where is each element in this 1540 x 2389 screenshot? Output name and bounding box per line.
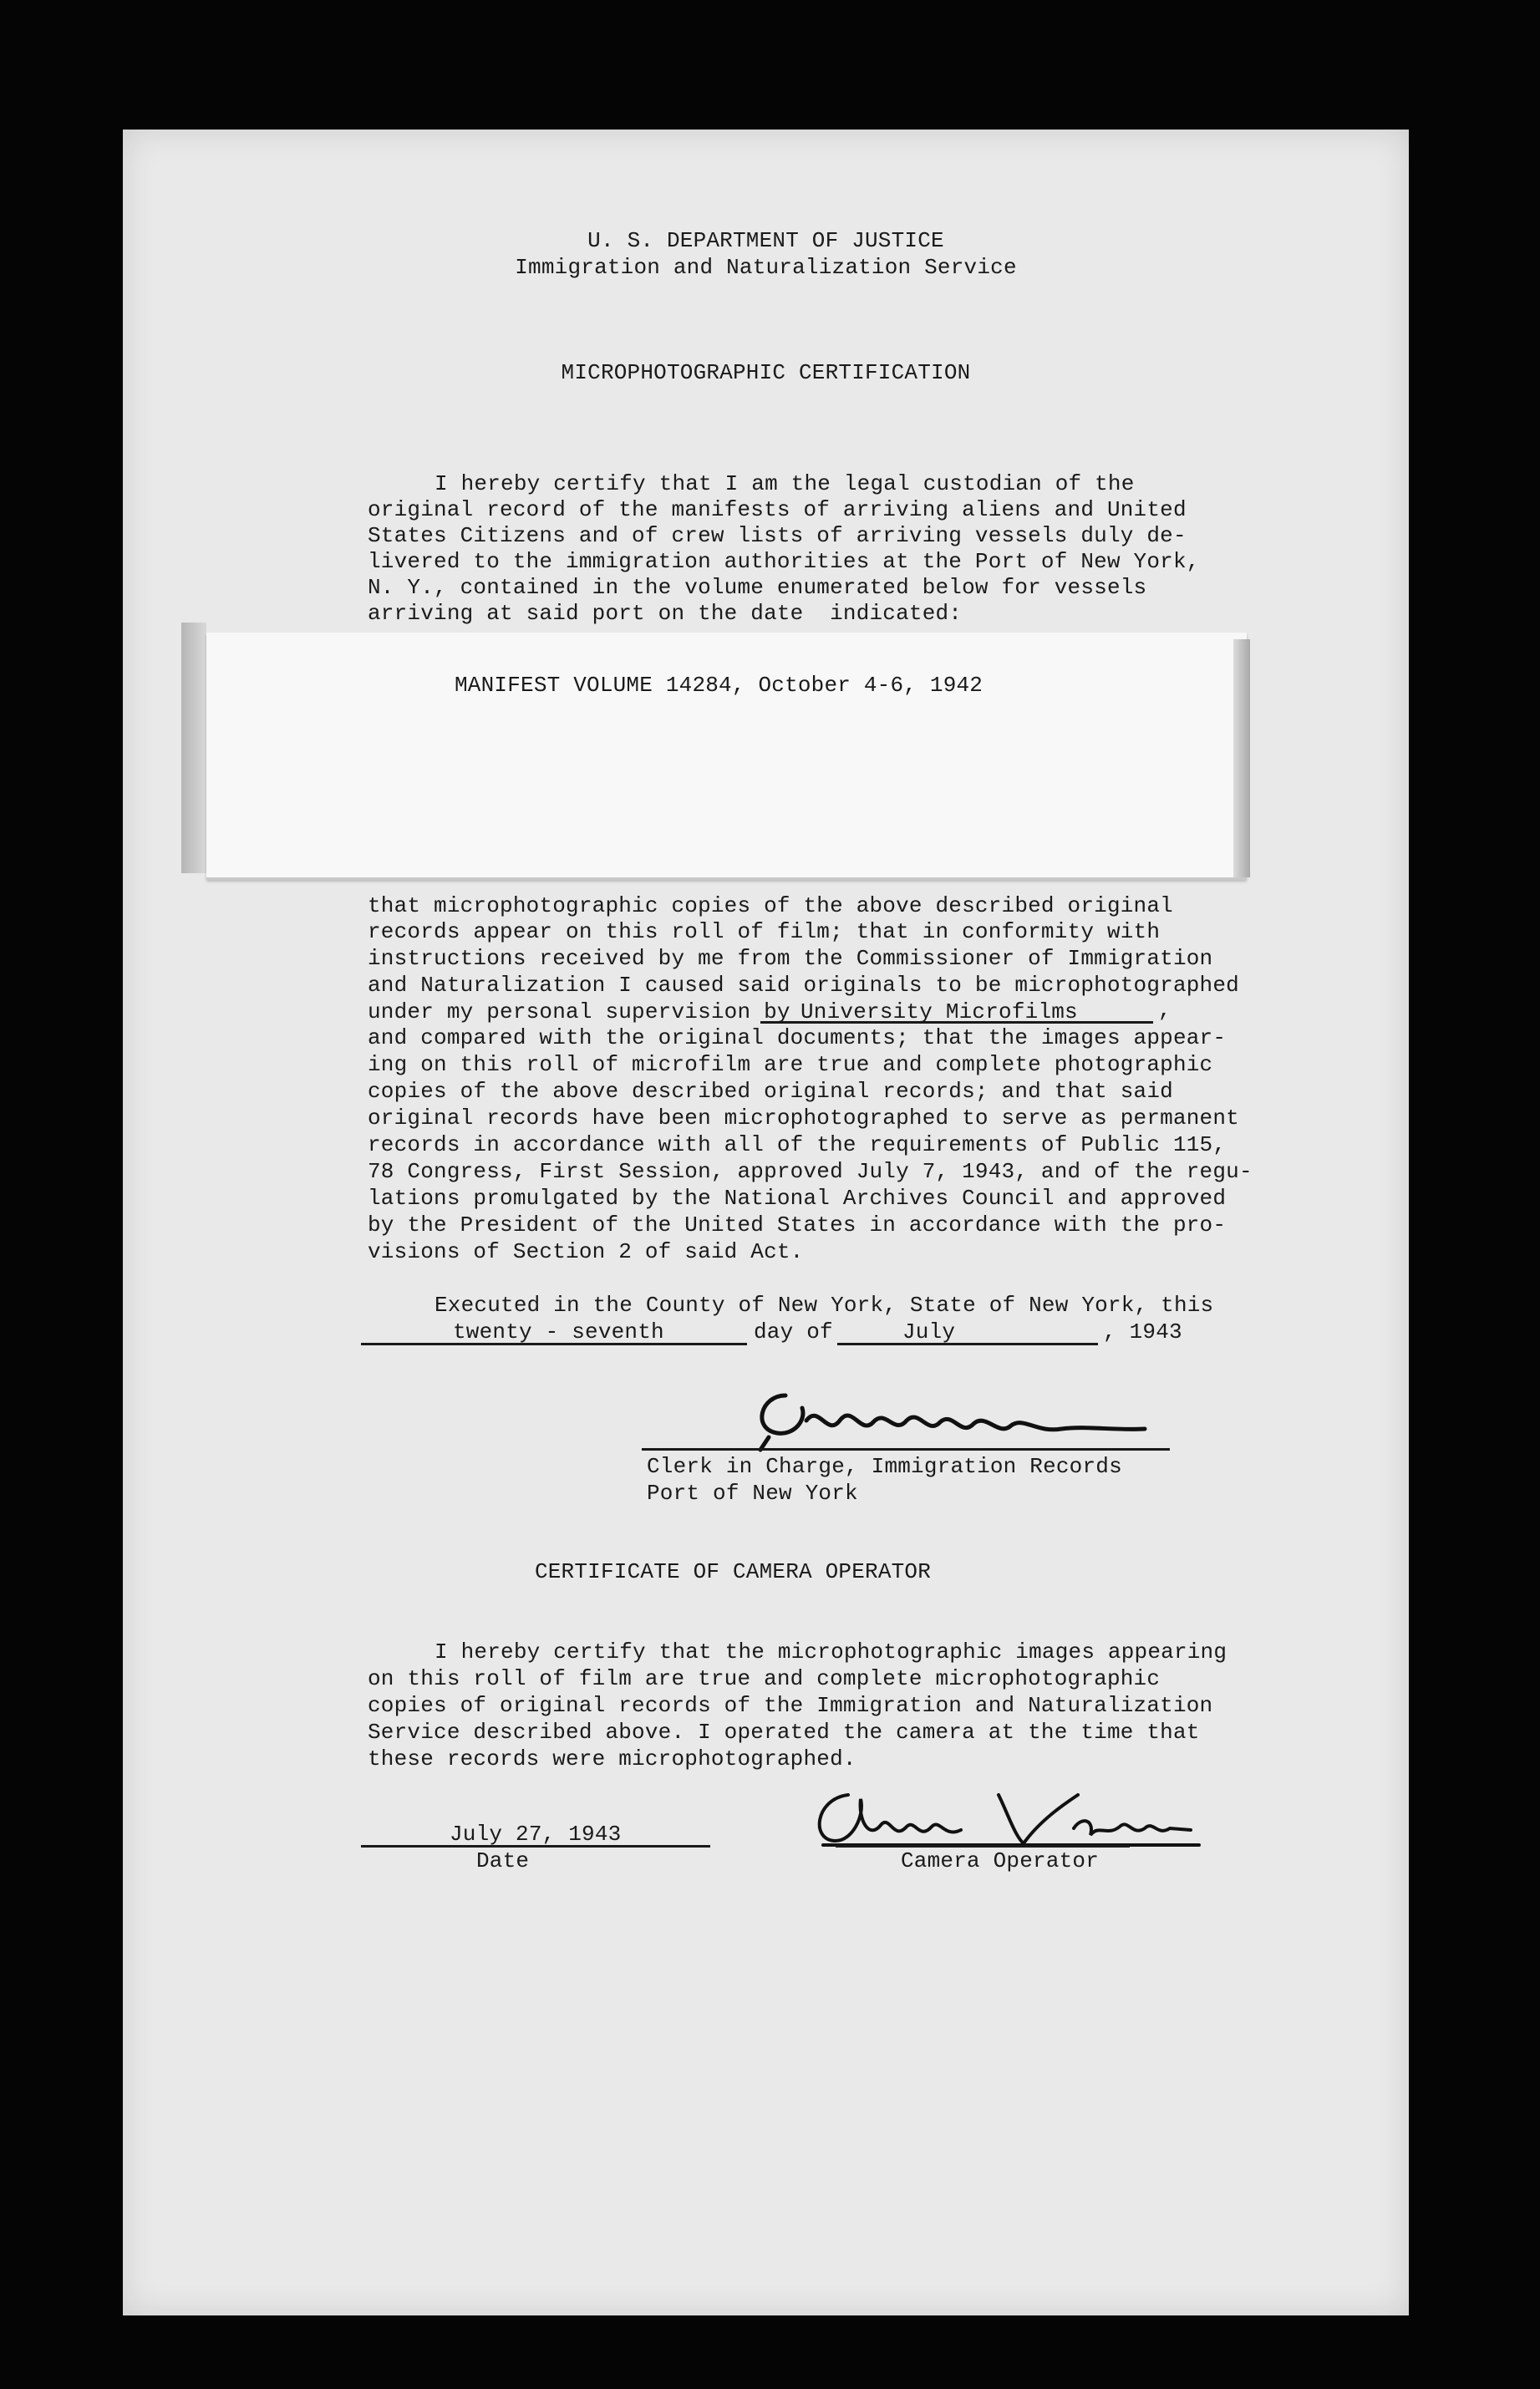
strip-shadow-right bbox=[1233, 639, 1250, 877]
day-value: twenty - seventh bbox=[453, 1319, 664, 1344]
clerk-signature-line bbox=[642, 1448, 1170, 1451]
camera-date-label: Date bbox=[476, 1848, 530, 1873]
document-title: MICROPHOTOGRAPHIC CERTIFICATION bbox=[561, 360, 971, 385]
camera-date-underline bbox=[361, 1845, 710, 1848]
strip-shadow-left bbox=[181, 623, 206, 873]
para2-rest-1: and compared with the original documents; that the images appear- bbox=[368, 1025, 1227, 1050]
para2-rest-5: records in accordance with all of the requirements of Public 115, bbox=[368, 1132, 1227, 1157]
para2-rest-8: by the President of the United States in accordance with the pro- bbox=[368, 1212, 1227, 1238]
para2-line-3: instructions received by me from the Commissioner of Immigration bbox=[368, 946, 1213, 971]
para1-line-2: original record of the manifests of arriving aliens and United bbox=[368, 497, 1187, 522]
para2-rest-2: ing on this roll of microfilm are true and complete photographic bbox=[368, 1052, 1213, 1077]
year-value: , 1943 bbox=[1103, 1319, 1182, 1344]
clerk-signature bbox=[727, 1370, 1178, 1454]
camera-operator-signature bbox=[798, 1778, 1216, 1853]
camera-para-line-2: on this roll of film are true and complete microphotographic bbox=[368, 1666, 1161, 1691]
camera-date-value: July 27, 1943 bbox=[450, 1822, 622, 1847]
department-heading: U. S. DEPARTMENT OF JUSTICE bbox=[587, 228, 944, 253]
para1-line-4: livered to the immigration authorities at the Port of New York, bbox=[368, 549, 1200, 574]
para2-line-1: that microphotographic copies of the above described original bbox=[368, 893, 1173, 918]
day-of-label: day of bbox=[754, 1319, 833, 1344]
para2-rest-6: 78 Congress, First Session, approved July 7, 1943, and of the regu- bbox=[368, 1159, 1253, 1184]
para2-rest-4: original records have been microphotographed to serve as permanent bbox=[368, 1106, 1239, 1131]
manifest-strip bbox=[206, 633, 1247, 880]
executed-line: Executed in the County of New York, State of New York, this bbox=[435, 1293, 1214, 1318]
supervision-underline bbox=[760, 1021, 1153, 1024]
camera-para-line-3: copies of original records of the Immigration and Naturalization bbox=[368, 1693, 1213, 1718]
camera-para-line-4: Service described above. I operated the camera at the time that bbox=[368, 1720, 1200, 1745]
para2-rest-9: visions of Section 2 of said Act. bbox=[368, 1239, 804, 1264]
para1-line-6: arriving at said port on the date indicated: bbox=[368, 601, 963, 626]
manifest-volume: MANIFEST VOLUME 14284, October 4-6, 1942 bbox=[455, 673, 983, 698]
para2-line-4: and Naturalization I caused said originals to be microphotographed bbox=[368, 973, 1239, 998]
para1-line-5: N. Y., contained in the volume enumerated below for vessels bbox=[368, 575, 1147, 600]
supervision-name: University Microfilms bbox=[800, 999, 1078, 1024]
service-heading: Immigration and Naturalization Service bbox=[515, 255, 1017, 280]
month-underline bbox=[837, 1343, 1098, 1345]
camera-operator-label: Camera Operator bbox=[901, 1848, 1100, 1873]
clerk-title: Clerk in Charge, Immigration Records bbox=[647, 1454, 1122, 1479]
supervision-comma: , bbox=[1158, 998, 1172, 1023]
para1-line-3: States Citizens and of crew lists of arriving vessels duly de- bbox=[368, 523, 1187, 548]
day-underline bbox=[361, 1343, 747, 1345]
camera-certificate-title: CERTIFICATE OF CAMERA OPERATOR bbox=[534, 1559, 932, 1584]
para2-rest-3: copies of the above described original records; and that said bbox=[368, 1079, 1173, 1104]
supervision-prefix: under my personal supervision by bbox=[368, 999, 790, 1024]
para2-rest-7: lations promulgated by the National Archives Council and approved bbox=[368, 1186, 1227, 1211]
camera-para-line-1: I hereby certify that the microphotographic images appearing bbox=[435, 1639, 1227, 1665]
para1-line-1: I hereby certify that I am the legal custodian of the bbox=[435, 471, 1135, 496]
clerk-location: Port of New York bbox=[647, 1481, 858, 1506]
month-value: July bbox=[902, 1319, 956, 1344]
camera-para-line-5: these records were microphotographed. bbox=[368, 1746, 856, 1771]
para2-line-2: records appear on this roll of film; that in conformity with bbox=[368, 919, 1161, 944]
